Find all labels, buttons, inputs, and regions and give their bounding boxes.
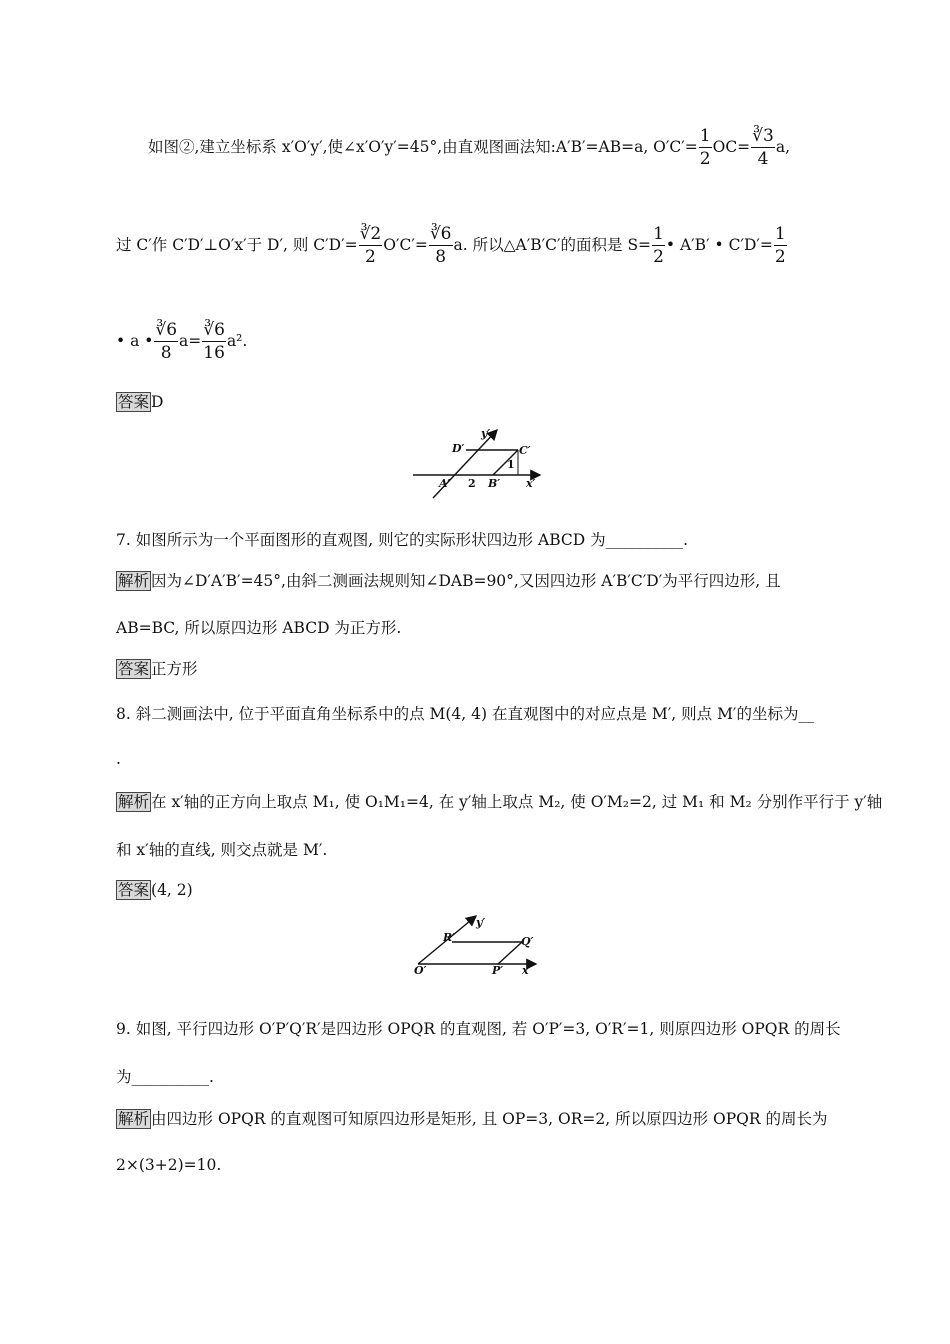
answer-value: 正方形 (151, 660, 198, 678)
analysis-label: 解析 (118, 793, 150, 811)
figure-parallelogram-abcd (405, 420, 555, 500)
q8-question: 8. 斜二测画法中, 位于平面直角坐标系中的点 M(4, 4) 在直观图中的对应点是 M′, 则点 M′的坐标为__ (116, 705, 814, 723)
q9-question: 9. 如图, 平行四边形 O′P′Q′R′是四边形 OPQR 的直观图, 若 O′P′=3, O′R′=1, 则原四边形 OPQR 的周长 (116, 1020, 841, 1038)
label-r: R′ (443, 931, 456, 944)
fraction: $\frac{1}{2}$ (653, 224, 664, 267)
label-c: C′ (519, 444, 531, 457)
fraction: $\frac{∛2}{2}$ (359, 224, 382, 267)
figure-parallelogram-opqr (408, 908, 553, 980)
edge-pq (498, 942, 522, 964)
label-2: 2 (468, 477, 476, 490)
q7-answer (116, 662, 198, 678)
fraction: $\frac{∛3}{4}$ (752, 126, 774, 169)
label-b: B′ (488, 477, 501, 490)
label-1: 1 (507, 458, 515, 471)
q9-question-cont: 为__________. (116, 1068, 214, 1086)
q7-question: 7. 如图所示为一个平面图形的直观图, 则它的实际形状四边形 ABCD 为__________. (116, 531, 689, 549)
answer-label: 答案 (118, 660, 150, 678)
label-q: Q′ (521, 935, 534, 948)
fraction: $\frac{∛6}{8}$ (155, 320, 178, 363)
q8-question-cont: . (116, 750, 121, 768)
q9-analysis: 解析 由四边形 OPQR 的直观图可知原四边形是矩形, 且 OP=3, OR=2, 所以原四边形 OPQR 的周长为 (118, 1110, 828, 1128)
fraction: $\frac{∛6}{16}$ (203, 320, 225, 363)
label-p: P′ (492, 964, 504, 977)
label-y: y′ (481, 427, 491, 440)
p6-line-3: • a • $\frac{∛6}{8}$ a= $\frac{∛6}{16}$ a². (116, 320, 248, 363)
analysis-label: 解析 (118, 1110, 150, 1128)
label-d: D′ (452, 442, 465, 455)
q7-analysis: 解析 因为∠D′A′B′=45°,由斜二测画法规则知∠DAB=90°,又因四边形 A′B′C′D′为平行四边形, 且 (118, 572, 781, 590)
analysis-label: 解析 (118, 572, 150, 590)
answer-label: 答案 (118, 881, 150, 899)
answer-value: D (151, 393, 164, 411)
q9-analysis-cont: 2×(3+2)=10. (116, 1156, 222, 1174)
q8-analysis: 解析 在 x′轴的正方向上取点 M₁, 使 O₁M₁=4, 在 y′轴上取点 M₂, 使 O′M₂=2, 过 M₁ 和 M₂ 分别作平行于 y′轴 (118, 793, 883, 811)
q7-analysis-cont: AB=BC, 所以原四边形 ABCD 为正方形. (116, 619, 402, 637)
label-a: A′ (439, 477, 451, 490)
answer-value: (4, 2) (151, 881, 193, 899)
label-x: x′ (526, 477, 536, 490)
p6-line-1: 如图②,建立坐标系 x′O′y′,使∠x′O′y′=45°,由直观图画法知:A′B′=AB=a, O′C′= $\frac{1}{2}$ OC= $\frac{∛3}{4}$ a, (148, 126, 790, 169)
label-o: O′ (414, 964, 427, 977)
fraction: $\frac{1}{2}$ (699, 126, 711, 169)
label-x: x′ (522, 964, 532, 977)
p6-line-2: 过 C′作 C′D′⊥O′x′于 D′, 则 C′D′= $\frac{∛2}{2}$ O′C′= $\frac{∛6}{8}$ a. 所以△A′B′C′的面积是 S= $\frac{1}{2}$ • A′B′ • C′D′= $\frac{1}{2}$ (116, 224, 786, 267)
p6-answer (116, 395, 163, 411)
fraction: $\frac{1}{2}$ (774, 224, 786, 267)
label-y: y′ (476, 916, 486, 929)
fraction: $\frac{∛6}{8}$ (429, 224, 452, 267)
answer-label: 答案 (118, 393, 150, 411)
q8-analysis-cont: 和 x′轴的直线, 则交点就是 M′. (116, 841, 328, 859)
q8-answer (116, 883, 193, 899)
